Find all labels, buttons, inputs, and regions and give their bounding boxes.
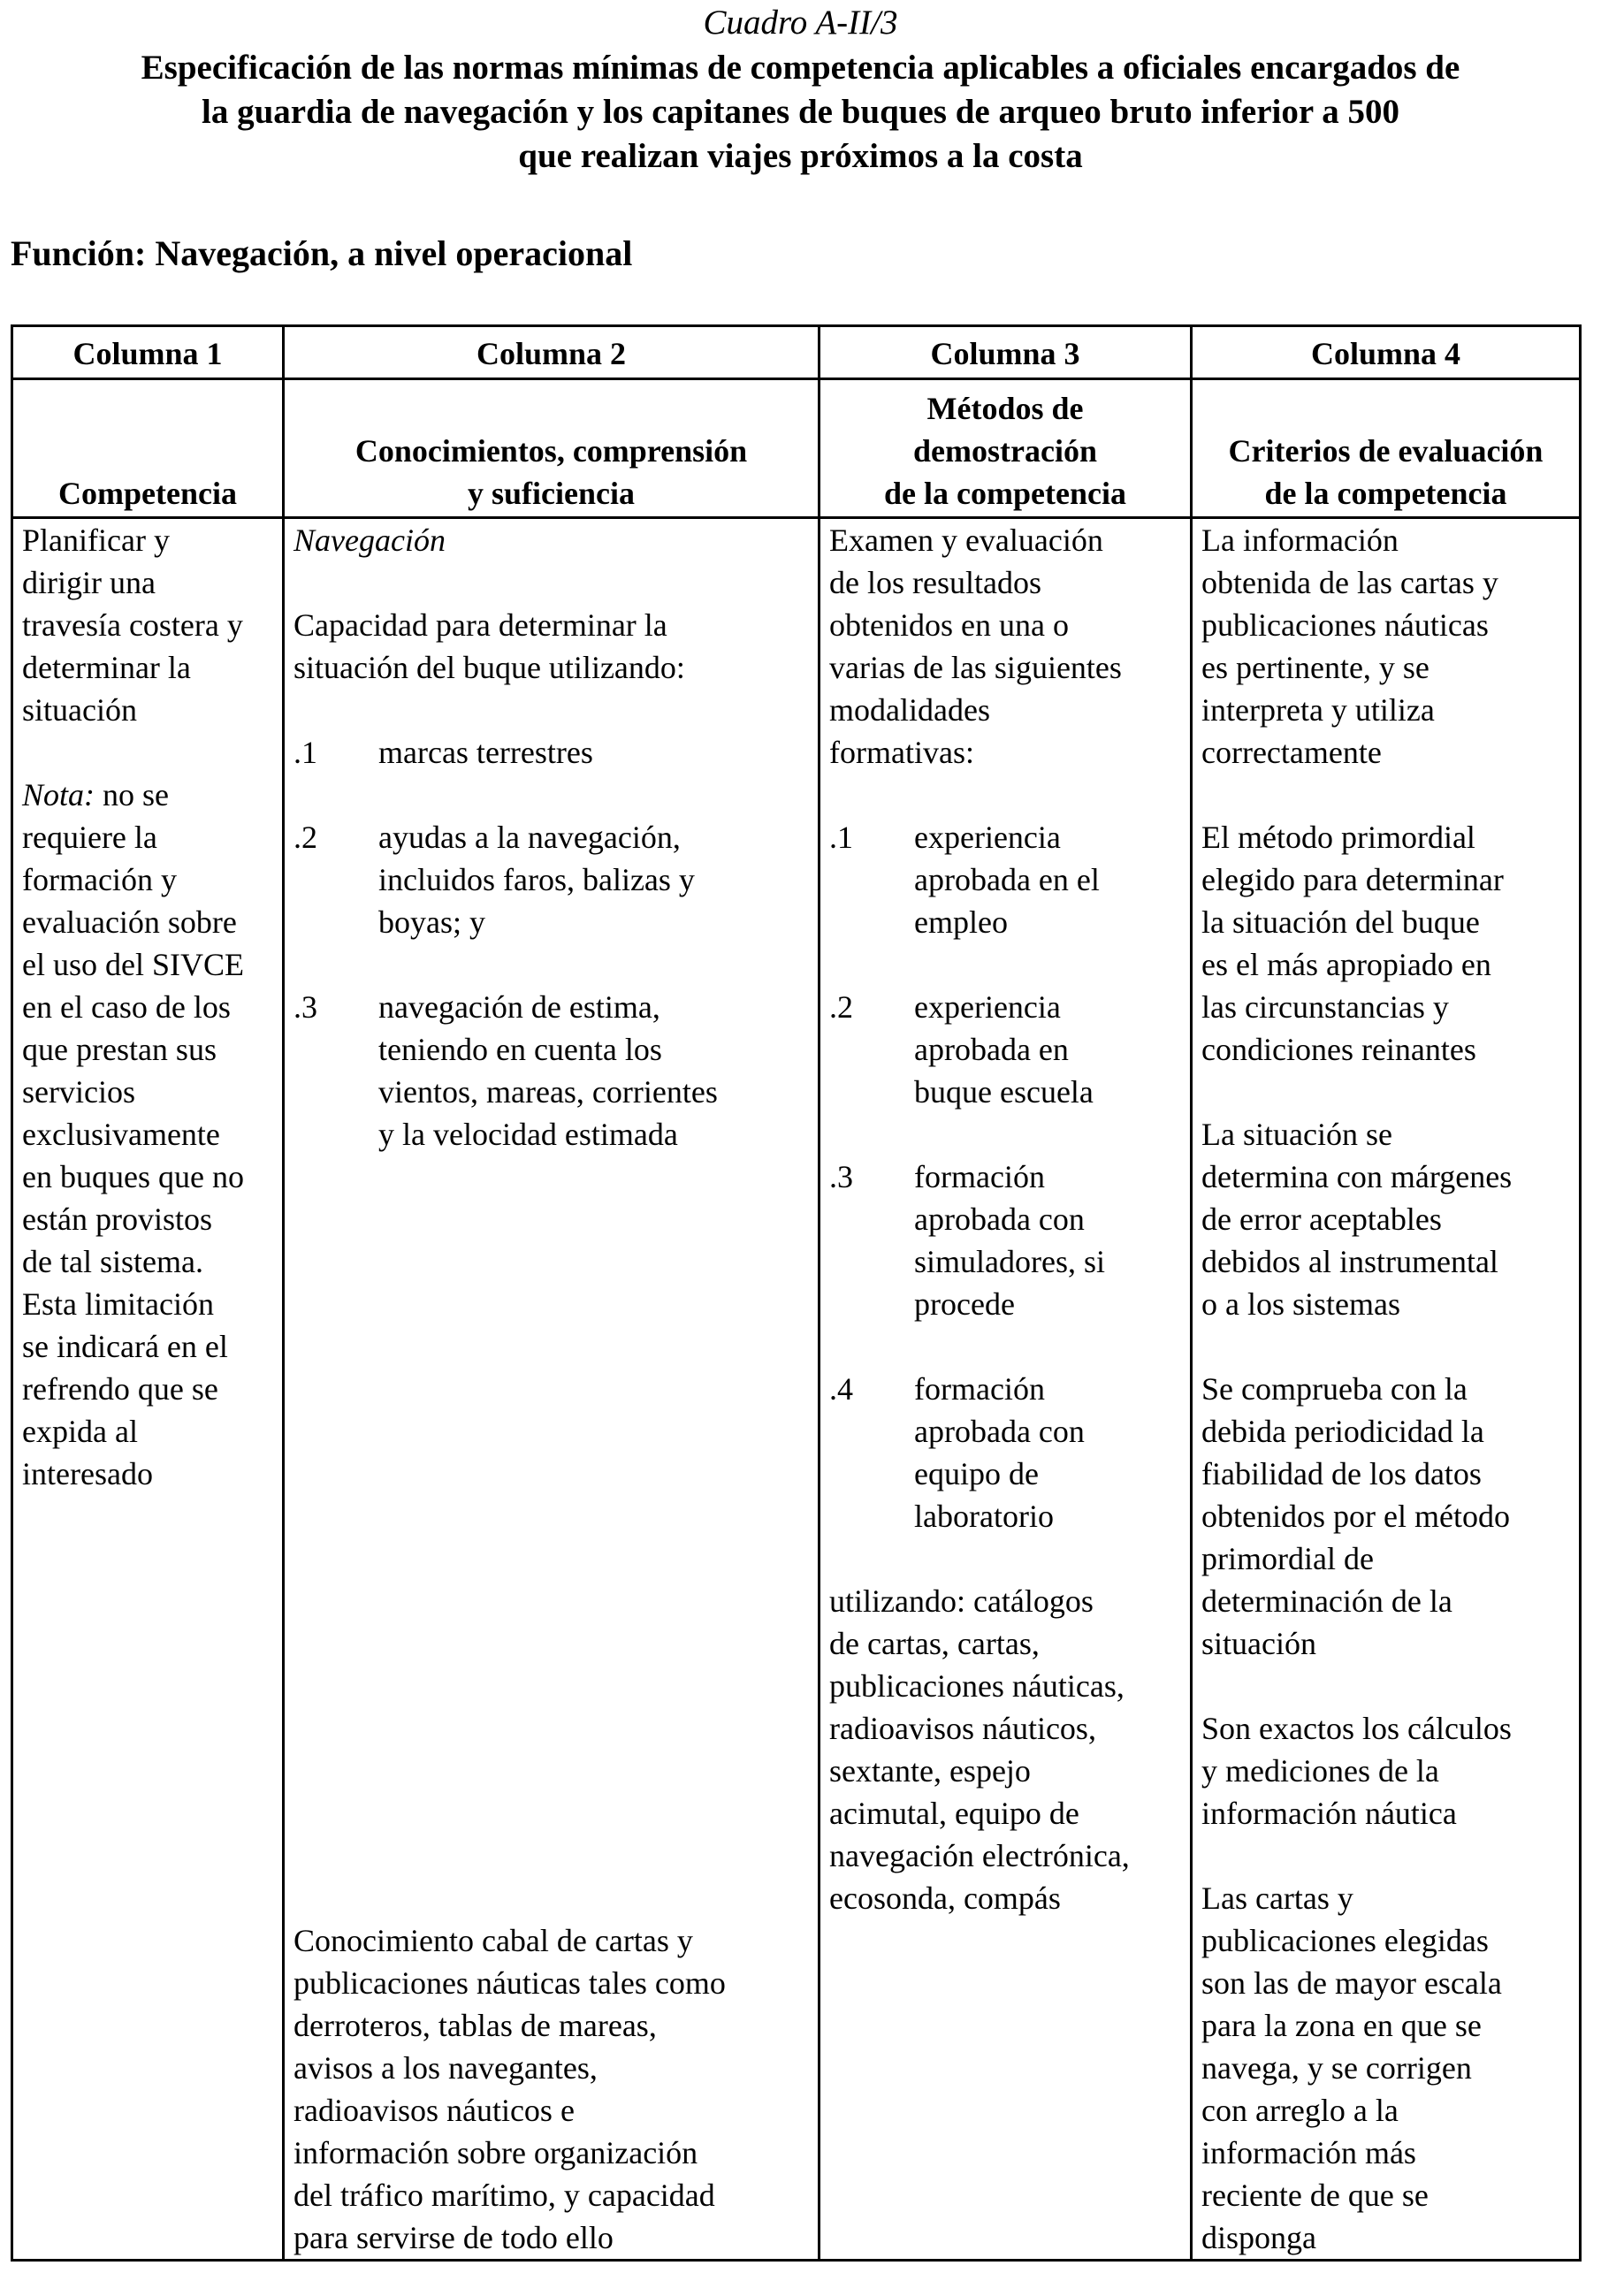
criteria-paragraph: Las cartas y publicaciones elegidas son las de mayor escala para la zona en que se navega, y se corrigen con arreglo a la información más reciente de que se disponga <box>1201 1880 1502 2255</box>
charts-knowledge-text: Conocimiento cabal de cartas y publicaciones náuticas tales como derroteros, tablas de mareas, avisos a los navegantes, radioavisos náuticos e información sobre organización del tráfico marítimo, y capacidad para servirse de todo ello <box>294 1923 726 2255</box>
title-line: la guardia de navegación y los capitanes de buques de arqueo bruto inferior a 500 <box>201 93 1399 131</box>
header-competencia: Competencia <box>12 379 284 518</box>
column-number: Columna 2 <box>284 326 820 379</box>
table-body-row <box>12 518 1581 2261</box>
title-line: que realizan viajes próximos a la costa <box>518 137 1083 175</box>
header-criterios: Criterios de evaluación de la competencia <box>1192 379 1581 518</box>
using-text: utilizando: catálogos de cartas, cartas, publicaciones náuticas, radioavisos náuticos, sextante, espejo acimutal, equipo de navegación electrónica, ecosonda, compás <box>829 1583 1130 1916</box>
table-caption: Cuadro A-II/3 <box>703 4 898 42</box>
title-line: Especificación de las normas mínimas de competencia aplicables a oficiales encargados de <box>141 49 1460 87</box>
list-item: .2 experiencia aprobada en buque escuela <box>829 989 1094 1110</box>
criteria-paragraph: La información obtenida de las cartas y publicaciones náuticas es pertinente, y se interpreta y utiliza correctamente <box>1201 523 1498 770</box>
cell-conocimientos: Navegación Capacidad para determinar la situación del buque utilizando: .1 marcas terrestres .2 ayudas a la navegación, incluidos faros, balizas y boyas; y .3 navegación de estima, teniendo en cuenta los vientos, mareas, corrientes y la velocidad estimada Conocimiento cabal de cartas y publicaciones náuticas tales como derroteros, tablas de mareas, avisos a los navegantes, radioavisos náuticos e información sobre organización del tráfico marítimo, y capacidad para servirse de todo ello <box>284 518 820 2261</box>
list-item: .2 ayudas a la navegación, incluidos faros, balizas y boyas; y <box>294 820 695 940</box>
cell-criterios <box>1192 518 1581 2261</box>
list-item: .3 formación aprobada con simuladores, si procede <box>829 1159 1105 1322</box>
column-number: Columna 3 <box>820 326 1192 379</box>
header-conocimientos: Conocimientos, comprensión y suficiencia <box>284 379 820 518</box>
column-number-row <box>12 326 1581 379</box>
list-item: .1 marcas terrestres <box>294 735 593 770</box>
header-metodos: Métodos de demostración de la competencia <box>820 379 1192 518</box>
list-item: .1 experiencia aprobada en el empleo <box>829 820 1100 940</box>
column-number: Columna 1 <box>12 326 284 379</box>
criteria-paragraph: La situación se determina con márgenes de error aceptables debidos al instrumental o a los sistemas <box>1201 1117 1513 1322</box>
competence-note: Nota: no se requiere la formación y evaluación sobre el uso del SIVCE en el caso de los que prestan sus servicios exclusivamente en buques que no están provistos de tal sistema. Esta limitación se indicará en el refrendo que se expida al interesado <box>22 777 244 1491</box>
criteria-paragraph: El método primordial elegido para determinar la situación del buque es el más apropiado en las circunstancias y condiciones reinantes <box>1201 820 1504 1067</box>
list-item: .3 navegación de estima, teniendo en cuenta los vientos, mareas, corrientes y la velocidad estimada <box>294 989 718 1152</box>
cell-competencia <box>12 518 284 2261</box>
criteria-paragraph: Son exactos los cálculos y mediciones de la información náutica <box>1201 1711 1512 1831</box>
competence-table <box>11 324 1582 2262</box>
column-number: Columna 4 <box>1192 326 1581 379</box>
document-title <box>18 46 1583 179</box>
note-label: Nota: <box>22 777 95 812</box>
section-title: Navegación <box>294 523 446 558</box>
function-heading: Función: Navegación, a nivel operacional <box>11 233 633 273</box>
list-item: .4 formación aprobada con equipo de laboratorio <box>829 1371 1085 1534</box>
competence-text: Planificar y dirigir una travesía costera y determinar la situación <box>22 523 243 728</box>
column-header-row <box>12 379 1581 518</box>
criteria-paragraph: Se comprueba con la debida periodicidad la fiabilidad de los datos obtenidos por el método primordial de determinación de la situación <box>1201 1371 1510 1661</box>
cell-metodos: Examen y evaluación de los resultados obtenidos en una o varias de las siguientes modalidades formativas: .1 experiencia aprobada en el empleo .2 experiencia aprobada en buque escuela .3 formación aprobada con simuladores, si procede .4 formación aprobada con equipo de laboratorio utilizando: catálogos de cartas, cartas, publicaciones náuticas, radioavisos náuticos, sextante, espejo acimutal, equipo de navegación electrónica, ecosonda, compás <box>820 518 1192 2261</box>
